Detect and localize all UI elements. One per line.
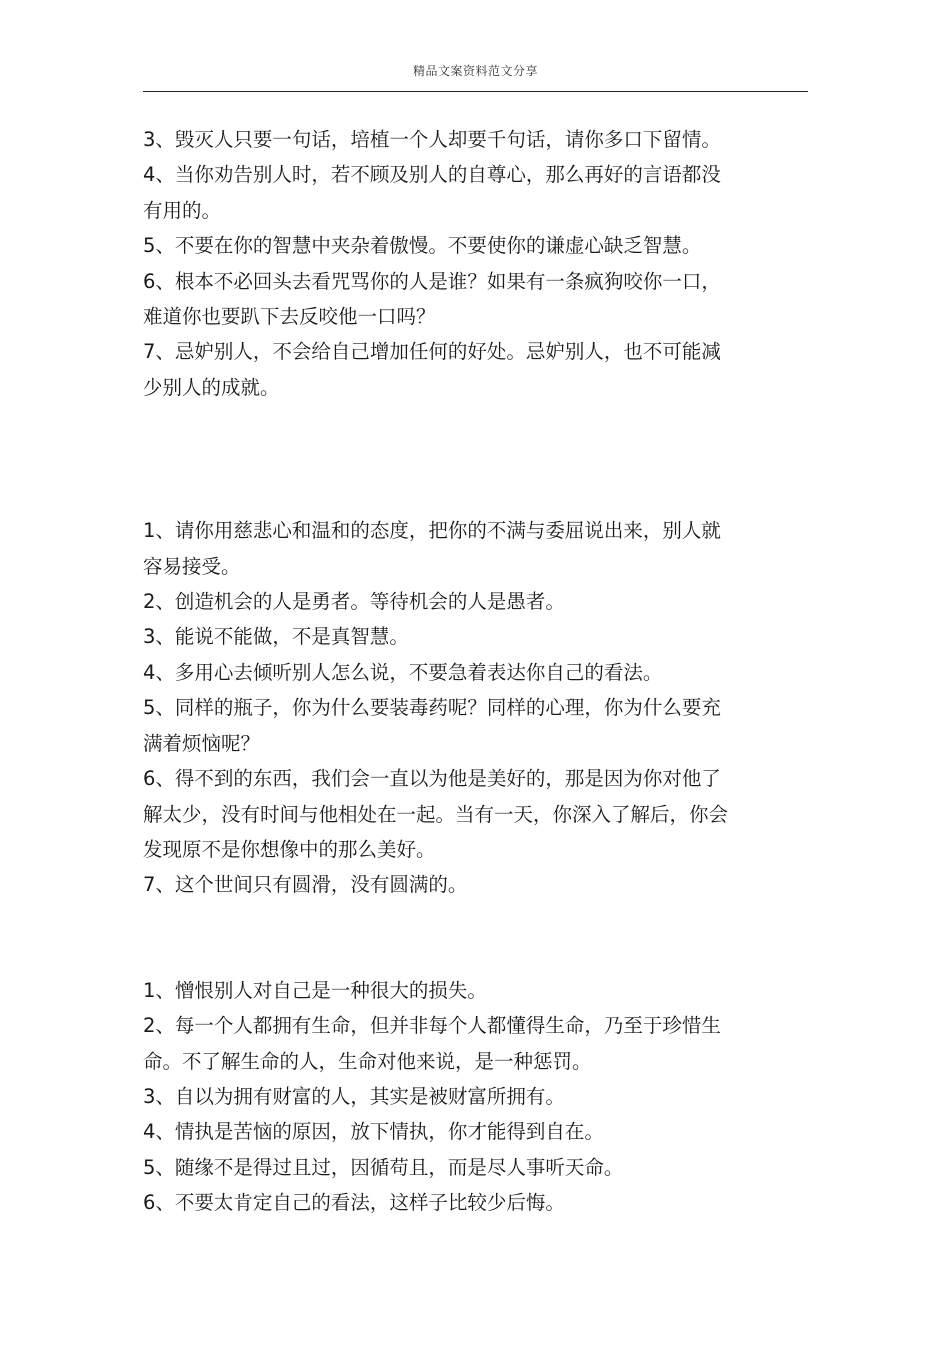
- text-line: 3、能说不能做，不是真智慧。: [143, 625, 409, 649]
- text-line: 5、随缘不是得过且过，因循苟且，而是尽人事听天命。: [143, 1155, 624, 1179]
- text-line: 2、每一个人都拥有生命，但并非每个人都懂得生命，乃至于珍惜生: [143, 1014, 721, 1038]
- text-line: 4、当你劝告别人时，若不顾及别人的自尊心，那么再好的言语都没: [143, 163, 721, 187]
- text-line: 6、得不到的东西，我们会一直以为他是美好的，那是因为你对他了: [143, 767, 721, 791]
- text-line: 3、毁灭人只要一句话，培植一个人却要千句话，请你多口下留情。: [143, 128, 721, 151]
- text-line: 7、这个世间只有圆滑，没有圆满的。: [143, 873, 468, 897]
- text-line: 3、自以为拥有财富的人，其实是被财富所拥有。: [143, 1084, 565, 1108]
- text-line: 少别人的成就。: [143, 375, 280, 399]
- text-line: 5、不要在你的智慧中夹杂着傲慢。不要使你的谦虚心缺乏智慧。: [143, 234, 702, 258]
- text-line: 发现原不是你想像中的那么美好。: [143, 837, 436, 861]
- text-line: 5、同样的瓶子，你为什么要装毒药呢？同样的心理，你为什么要充: [143, 696, 721, 720]
- page-header: 精品文案资料范文分享: [412, 64, 538, 78]
- quote-section-1: [143, 122, 783, 405]
- text-line: 解太少，没有时间与他相处在一起。当有一天，你深入了解后，你会: [143, 802, 729, 826]
- text-line: 满着烦恼呢？: [143, 731, 261, 755]
- text-line: 7、忌妒别人，不会给自己增加任何的好处。忌妒别人，也不可能减: [143, 340, 721, 364]
- text-line: 6、不要太肯定自己的看法，这样子比较少后悔。: [143, 1191, 565, 1215]
- text-line: 1、憎恨别人对自己是一种很大的损失。: [143, 978, 487, 1002]
- text-line: 命。不了解生命的人，生命对他来说，是一种惩罚。: [143, 1049, 592, 1073]
- text-line: 容易接受。: [143, 554, 241, 578]
- text-line: 6、根本不必回头去看咒骂你的人是谁？如果有一条疯狗咬你一口，: [143, 269, 721, 293]
- document-body: [143, 122, 783, 1221]
- text-line: 1、请你用慈悲心和温和的态度，把你的不满与委屈说出来，别人就: [143, 519, 721, 543]
- text-line: 有用的。: [143, 198, 222, 222]
- quote-section-3: [143, 973, 783, 1221]
- text-line: 4、多用心去倾听别人怎么说，不要急着表达你自己的看法。: [143, 660, 663, 684]
- text-line: 4、情执是苦恼的原因，放下情执，你才能得到自在。: [143, 1120, 604, 1144]
- text-line: 难道你也要趴下去反咬他一口吗？: [143, 305, 436, 329]
- quote-section-2: [143, 513, 783, 902]
- text-line: 2、创造机会的人是勇者。等待机会的人是愚者。: [143, 590, 565, 614]
- header-divider: [143, 91, 808, 92]
